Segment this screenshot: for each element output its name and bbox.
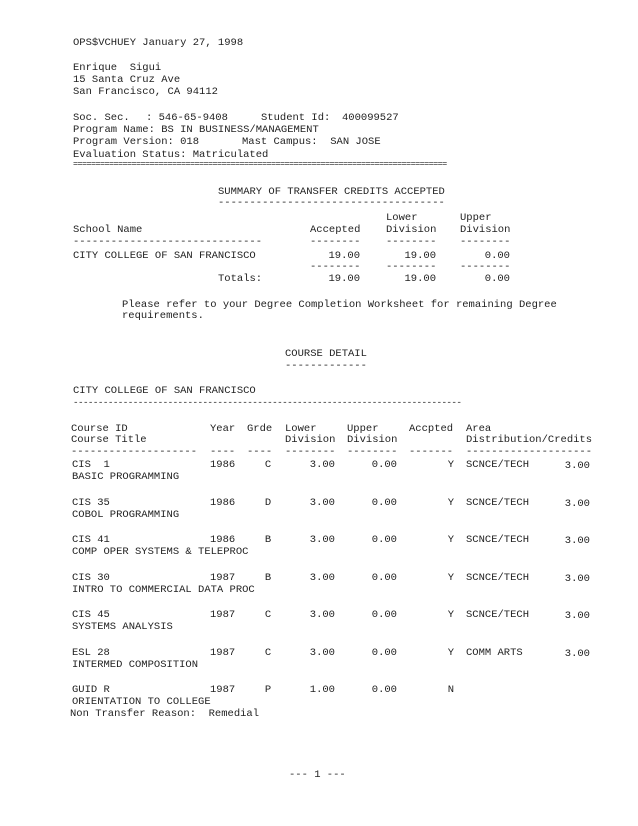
course-area: COMM ARTS bbox=[466, 647, 523, 659]
course-title: BASIC PROGRAMMING bbox=[72, 471, 180, 483]
course-upper: 0.00 bbox=[371, 647, 397, 659]
rule-upper: -------- bbox=[347, 446, 398, 458]
hdr-upper-1: Upper bbox=[347, 423, 379, 435]
course-area: SCNCE/TECH bbox=[466, 572, 530, 584]
program-version: Program Version: 018 bbox=[73, 136, 200, 148]
course-area: SCNCE/TECH bbox=[466, 497, 530, 509]
hdr-course-title: Course Title bbox=[71, 434, 147, 446]
note-line-2: requirements. bbox=[122, 310, 204, 322]
col-upper-2: Division bbox=[460, 224, 511, 236]
course-year: 1987 bbox=[210, 684, 236, 696]
detail-school-rule: ------------------------------------------------------------------------------ bbox=[73, 397, 462, 408]
course-grade: C bbox=[264, 609, 272, 621]
hdr-course-id: Course ID bbox=[71, 423, 128, 435]
course-year: 1987 bbox=[210, 609, 236, 621]
course-title: ORIENTATION TO COLLEGE bbox=[72, 696, 211, 708]
school-rule: ------------------------------ bbox=[73, 236, 263, 248]
course-id: CIS 45 bbox=[72, 609, 110, 621]
address-street: 15 Santa Cruz Ave bbox=[73, 74, 181, 86]
hdr-year: Year bbox=[210, 423, 236, 435]
detail-title: COURSE DETAIL bbox=[285, 348, 367, 360]
summary-accepted: 19.00 bbox=[328, 250, 360, 262]
course-id: CIS 30 bbox=[72, 572, 110, 584]
course-upper: 0.00 bbox=[371, 572, 397, 584]
detail-title-rule: ------------- bbox=[285, 360, 367, 372]
totals-accepted: 19.00 bbox=[328, 273, 360, 285]
col-upper-1: Upper bbox=[460, 212, 492, 224]
course-accepted: Y bbox=[447, 534, 454, 546]
course-year: 1986 bbox=[210, 534, 236, 546]
student-name: Enrique Sigui bbox=[73, 62, 162, 74]
course-upper: 0.00 bbox=[371, 497, 397, 509]
page-number: --- 1 --- bbox=[289, 769, 346, 781]
course-upper: 0.00 bbox=[371, 609, 397, 621]
course-grade: D bbox=[264, 497, 272, 509]
course-credits: 3.00 bbox=[564, 535, 590, 547]
course-credits: 3.00 bbox=[564, 460, 590, 472]
program-name: Program Name: BS IN BUSINESS/MANAGEMENT bbox=[73, 124, 319, 136]
rule-year: ---- bbox=[210, 446, 236, 458]
hdr-lower-1: Lower bbox=[285, 423, 317, 435]
rule-grade: ---- bbox=[247, 446, 273, 458]
course-title: COBOL PROGRAMMING bbox=[72, 509, 180, 521]
course-grade: P bbox=[264, 684, 272, 696]
hdr-upper-2: Division bbox=[347, 434, 398, 446]
summary-title: SUMMARY OF TRANSFER CREDITS ACCEPTED bbox=[218, 186, 445, 198]
course-title: INTRO TO COMMERCIAL DATA PROC bbox=[72, 584, 255, 596]
totals-upper: 0.00 bbox=[484, 273, 510, 285]
totals-lower: 19.00 bbox=[404, 273, 436, 285]
course-area: SCNCE/TECH bbox=[466, 459, 530, 471]
course-accepted: Y bbox=[447, 609, 454, 621]
upper-rule: -------- bbox=[460, 236, 511, 248]
course-year: 1986 bbox=[210, 459, 236, 471]
accepted-rule: -------- bbox=[310, 236, 361, 248]
course-accepted: Y bbox=[447, 647, 454, 659]
summary-upper: 0.00 bbox=[484, 250, 510, 262]
course-year: 1987 bbox=[210, 647, 236, 659]
course-lower: 3.00 bbox=[309, 572, 335, 584]
hdr-area-2: Distribution/Credits bbox=[466, 434, 593, 446]
course-accepted: Y bbox=[447, 572, 454, 584]
soc-sec-label: Soc. Sec. bbox=[73, 112, 130, 124]
course-area: SCNCE/TECH bbox=[466, 609, 530, 621]
col-school-name: School Name bbox=[73, 224, 143, 236]
course-grade: C bbox=[264, 459, 272, 471]
summary-title-rule: ------------------------------------ bbox=[218, 197, 445, 209]
note-line-1: Please refer to your Degree Completion Worksheet for remaining Degree bbox=[122, 299, 557, 311]
course-lower: 3.00 bbox=[309, 459, 335, 471]
course-id: CIS 1 bbox=[72, 459, 110, 471]
hdr-accepted: Accpted bbox=[409, 423, 454, 435]
evaluation-status: Evaluation Status: Matriculated bbox=[73, 149, 269, 161]
summary-school: CITY COLLEGE OF SAN FRANCISCO bbox=[73, 250, 256, 262]
course-accepted: N bbox=[447, 684, 454, 696]
accepted-rule-2: -------- bbox=[310, 261, 361, 273]
summary-lower: 19.00 bbox=[404, 250, 436, 262]
col-lower-1: Lower bbox=[386, 212, 418, 224]
course-id: CIS 41 bbox=[72, 534, 110, 546]
course-year: 1986 bbox=[210, 497, 236, 509]
detail-school: CITY COLLEGE OF SAN FRANCISCO bbox=[73, 385, 256, 397]
mast-campus: Mast Campus: SAN JOSE bbox=[242, 136, 381, 148]
rule-lower: -------- bbox=[285, 446, 336, 458]
double-rule: =================================================================================== bbox=[73, 159, 447, 169]
rule-course: -------------------- bbox=[71, 446, 198, 458]
course-upper: 0.00 bbox=[371, 459, 397, 471]
course-credits: 3.00 bbox=[564, 648, 590, 660]
course-credits: 3.00 bbox=[564, 573, 590, 585]
course-grade: B bbox=[264, 572, 272, 584]
course-upper: 0.00 bbox=[371, 534, 397, 546]
hdr-area-1: Area bbox=[466, 423, 492, 435]
course-title: COMP OPER SYSTEMS & TELEPROC bbox=[72, 546, 249, 558]
course-id: CIS 35 bbox=[72, 497, 110, 509]
course-id: ESL 28 bbox=[72, 647, 110, 659]
upper-rule-2: -------- bbox=[460, 261, 511, 273]
course-accepted: Y bbox=[447, 459, 454, 471]
course-area: SCNCE/TECH bbox=[466, 534, 530, 546]
course-lower: 1.00 bbox=[309, 684, 335, 696]
course-grade: C bbox=[264, 647, 272, 659]
non-transfer-reason: Non Transfer Reason: Remedial bbox=[70, 708, 260, 720]
course-grade: B bbox=[264, 534, 272, 546]
address-city: San Francisco, CA 94112 bbox=[73, 86, 218, 98]
course-lower: 3.00 bbox=[309, 609, 335, 621]
rule-area: -------------------- bbox=[466, 446, 593, 458]
hdr-lower-2: Division bbox=[285, 434, 336, 446]
lower-rule-2: -------- bbox=[386, 261, 437, 273]
lower-rule: -------- bbox=[386, 236, 437, 248]
hdr-grade: Grde bbox=[247, 423, 273, 435]
course-title: SYSTEMS ANALYSIS bbox=[72, 621, 173, 633]
course-year: 1987 bbox=[210, 572, 236, 584]
course-lower: 3.00 bbox=[309, 534, 335, 546]
course-lower: 3.00 bbox=[309, 497, 335, 509]
course-credits: 3.00 bbox=[564, 498, 590, 510]
course-accepted: Y bbox=[447, 497, 454, 509]
report-header-line: OPS$VCHUEY January 27, 1998 bbox=[73, 37, 244, 49]
course-title: INTERMED COMPOSITION bbox=[72, 659, 199, 671]
col-accepted: Accepted bbox=[310, 224, 361, 236]
student-id-value: 400099527 bbox=[342, 112, 399, 124]
course-lower: 3.00 bbox=[309, 647, 335, 659]
totals-label: Totals: bbox=[218, 273, 263, 285]
student-id-label: Student Id: bbox=[261, 112, 331, 124]
course-upper: 0.00 bbox=[371, 684, 397, 696]
soc-sec-value: : 546-65-9408 bbox=[146, 112, 228, 124]
course-credits: 3.00 bbox=[564, 610, 590, 622]
course-id: GUID R bbox=[72, 684, 110, 696]
col-lower-2: Division bbox=[386, 224, 437, 236]
rule-accepted: ------- bbox=[409, 446, 454, 458]
